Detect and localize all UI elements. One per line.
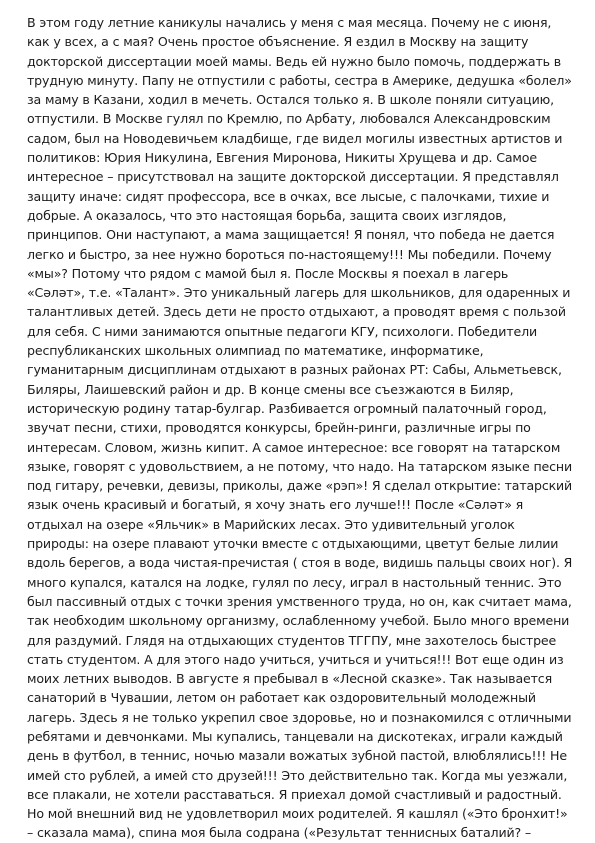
text-line: под гитару, речевки, девизы, приколы, даже «рэп»! Я сделал открытие: татарский (27, 478, 573, 494)
text-line: садом, был на Новодевичьем кладбище, где видел могилы известных артистов и (27, 130, 563, 146)
text-line: стать студентом. А для этого надо учиться, учиться и учиться!!! Вот еще один из (27, 651, 564, 667)
text-line: трудную минуту. Папу не отпустили с работы, сестра в Америке, дедушка «болел» (27, 72, 572, 88)
text-line: вдоль берегов, а вода чистая-пречистая ( стоя в воде, видишь пальцы своих ног). Я (27, 555, 573, 571)
text-line: «мы»? Потому что рядом с мамой был я. После Москвы я поехал в лагерь (27, 265, 509, 281)
text-line: лагерь. Здесь я не только укрепил свое здоровье, но и познакомился с отличными (27, 709, 572, 725)
text-line: имей сто рублей, а имей сто друзей!!! Это действительно так. Когда мы уезжали, (27, 767, 568, 783)
text-line: В этом году летние каникулы начались у меня с мая месяца. Почему не с июня, (27, 15, 552, 30)
text-line: добрые. А оказалось, что это настоящая борьба, защита своих изглядов, (27, 207, 507, 223)
text-line: политиков: Юрия Никулина, Евгения Миронова, Никиты Хрущева и др. Самое (27, 150, 537, 166)
text-line: защиту иначе: сидят профессора, все в очках, все лысые, с палочками, тихие и (27, 188, 550, 204)
text-line: моих летних выводов. В августе я пребывал в «Лесной сказке». Так называется (27, 671, 553, 687)
essay-text (27, 13, 572, 843)
text-line: так необходим школьному организму, ослабленному учебой. Было много времени (27, 613, 570, 629)
text-line: Но мой внешний вид не удовлетворил моих родителей. Я кашлял («Это бронхит!» (27, 806, 568, 822)
text-line: республиканских школьных олимпиад по математике, информатике, (27, 343, 484, 359)
text-line: был пассивный отдых с точки зрения умственного труда, но он, как считает мама, (27, 593, 572, 609)
text-line: для себя. С ними занимаются опытные педагоги КГУ, психологи. Победители (27, 323, 538, 339)
text-line: языке, говорят с удовольствием, а не потому, что надо. На татарском языке песни (27, 458, 573, 474)
text-line: талантливых детей. Здесь дети не просто отдыхают, а проводят время с пользой (27, 304, 566, 320)
text-line: интересам. Словом, жизнь кипит. А самое интересное: все говорят на татарском (27, 439, 561, 455)
text-line: – сказала мама), спина моя была содрана («Результат теннисных баталий? – (27, 825, 532, 841)
text-line: как у всех, а с мая? Очень простое объяснение. Я ездил в Москву на защиту (27, 34, 529, 50)
text-line: докторской диссертации моей мамы. Ведь ей нужно было помочь, поддержать в (27, 53, 562, 69)
text-line: «Сәләт», т.е. «Талант». Это уникальный лагерь для школьников, для одаренных и (27, 285, 571, 301)
text-line: отпустили. В Москве гулял по Кремлю, по Арбату, любовался Александровским (27, 111, 551, 127)
text-line: принципов. Они наступают, а мама защищается! Я понял, что победа не дается (27, 227, 555, 243)
text-line: для раздумий. Глядя на отдыхающих студентов ТГГПУ, мне захотелось быстрее (27, 632, 557, 648)
text-line: язык очень красивый и богатый, я хочу знать его лучше!!! После «Сәләт» я (27, 497, 524, 513)
text-line: природы: на озере плавают уточки вместе с отдыхающими, цветут белые лилии (27, 536, 559, 552)
text-line: интересное – присутствовал на защите докторской диссертации. Я представлял (27, 169, 559, 185)
text-line: день в футбол, в теннис, ночью мазали вожатых зубной пастой, влюблялись!!! Не (27, 748, 567, 764)
text-line: Биляры, Лаишевский район и др. В конце смены все съезжаются в Биляр, (27, 381, 514, 397)
text-line: ребятами и девчонками. Мы купались, танцевали на дискотеках, играли каждый (27, 728, 563, 744)
text-line: звучат песни, стихи, проводятся конкурсы, брейн-ринги, различные игры по (27, 420, 531, 436)
text-line: все плакали, не хотели расставаться. Я приехал домой счастливый и радостный. (27, 786, 562, 802)
text-line: санаторий в Чувашии, летом он работает как оздоровительный молодежный (27, 690, 536, 706)
text-line: легко и быстро, за нее нужно бороться по-настоящему!!! Мы победили. Почему (27, 246, 552, 262)
text-line: отдыхал на озере «Яльчик» в Марийских лесах. Это удивительный уголок (27, 516, 515, 532)
text-line: много купался, катался на лодке, гулял по лесу, играл в настольный теннис. Это (27, 574, 562, 590)
text-line: историческую родину татар-булгар. Разбивается огромный палаточный город, (27, 400, 547, 416)
text-line: за маму в Казани, ходил в мечеть. Остался только я. В школе поняли ситуацию, (27, 92, 554, 108)
text-line: гуманитарным дисциплинам отдыхают в разных районах РТ: Сабы, Альметьевск, (27, 362, 562, 378)
